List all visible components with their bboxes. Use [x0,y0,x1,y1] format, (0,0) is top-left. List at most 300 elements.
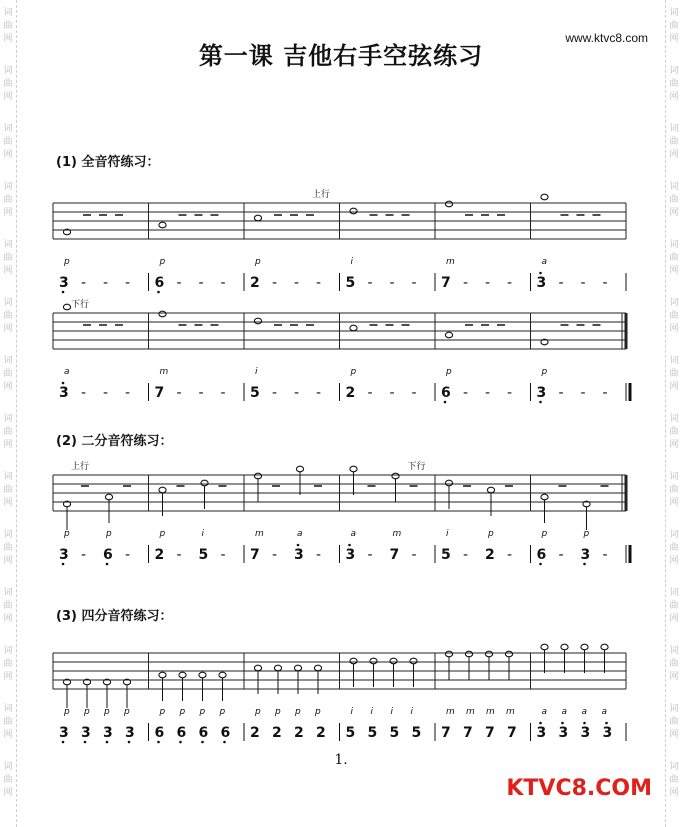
finger-label: p [583,529,590,539]
finger-label: i [350,707,354,717]
watermark-char: 词 [3,240,13,250]
jianpu-number: 2 [485,547,495,563]
note-head [159,672,166,678]
finger-label: i [370,707,374,717]
duration-dash: - [580,275,586,291]
note-head [296,466,303,472]
jianpu-number: 2 [250,725,260,741]
finger-label: p [64,529,70,539]
note-head [254,215,261,221]
section-3-title: (3) 四分音符练习： [56,609,173,624]
watermark-char: 网 [669,730,679,740]
note-head [541,494,548,500]
finger-label: a [581,707,588,717]
jianpu-number: 2 [294,725,304,741]
jianpu-number: 2 [316,725,326,741]
finger-label: p [179,707,186,717]
jianpu-number: 3 [125,725,135,741]
note-head [581,644,588,650]
duration-dash: - [463,385,469,401]
watermark-char: 词 [669,762,679,772]
direction-label: 上行 [312,190,331,200]
jianpu-number: 6 [198,725,209,741]
watermark-char: 曲 [3,601,13,611]
note-head [159,222,166,228]
watermark-char: 曲 [669,79,679,89]
watermark-char: 网 [3,34,13,44]
jianpu-number: 2 [154,547,165,563]
watermark-char: 网 [3,730,13,740]
octave-dot-above [297,544,300,547]
finger-label: a [350,529,357,539]
duration-dash: - [389,275,395,291]
duration-dash: - [294,275,300,291]
finger-label: m [255,529,264,539]
watermark-char: 网 [3,614,13,624]
jianpu-number: 5 [198,547,209,563]
watermark-char: 网 [3,382,13,392]
finger-label: a [541,707,548,717]
jianpu-number: 7 [441,725,451,741]
watermark-char: 网 [669,788,679,798]
watermark-char: 曲 [669,717,679,727]
finger-label: p [488,529,494,539]
duration-dash: - [198,385,204,401]
octave-dot-below [106,563,109,566]
octave-dot-above [348,544,351,547]
jianpu-number: 2 [272,725,282,741]
watermark-char: 网 [3,324,13,334]
jianpu-number: 5 [345,275,356,291]
note-head [159,487,166,493]
watermark-char: 词 [3,646,13,656]
note-head [487,487,494,493]
duration-dash: - [602,275,608,291]
duration-dash: - [463,275,469,291]
watermark-char: 词 [669,646,679,656]
duration-dash: - [81,547,87,563]
jianpu-number: 6 [441,385,451,401]
watermark-char: 曲 [669,775,679,785]
duration-dash: - [81,385,87,401]
note-head [541,194,548,200]
note-head [254,473,261,479]
jianpu-number: 6 [176,725,187,741]
note-head [159,311,166,317]
jianpu-number: 5 [345,725,356,741]
jianpu-number: 7 [441,275,451,291]
finger-label: p [84,707,90,717]
finger-label: p [199,707,206,717]
finger-label: p [159,529,166,539]
duration-dash: - [103,385,109,401]
section-2-title: (2) 二分音符练习： [56,434,173,449]
note-head [541,644,548,650]
finger-label: p [64,707,70,717]
duration-dash: - [272,547,278,563]
octave-dot-below [583,563,586,566]
watermark-char: 网 [669,266,679,276]
watermark-char: 词 [3,298,13,308]
note-head [392,473,399,479]
finger-label: a [64,367,70,377]
octave-dot-above [62,382,65,385]
direction-label: 上行 [71,462,90,472]
jianpu-number: 7 [389,547,400,563]
watermark-char: 词 [669,298,679,308]
watermark-char: 曲 [3,659,13,669]
jianpu-number: 6 [220,725,231,741]
duration-dash: - [316,547,322,563]
watermark-char: 网 [3,208,13,218]
jianpu-number: 5 [411,725,422,741]
page-title: 第一课 吉他右手空弦练习 [198,41,484,70]
watermark-char: 词 [3,66,13,76]
duration-dash: - [507,547,513,563]
note-head [445,480,452,486]
watermark-char: 词 [669,124,679,134]
watermark-char: 网 [669,34,679,44]
watermark-char: 网 [669,382,679,392]
octave-dot-above [539,722,542,725]
duration-dash: - [558,385,564,401]
duration-dash: - [602,385,608,401]
octave-dot-below [106,741,109,744]
watermark-char: 曲 [669,659,679,669]
duration-dash: - [272,275,278,291]
finger-label: p [104,707,110,717]
finger-label: i [255,367,258,377]
octave-dot-above [583,722,586,725]
watermark-char: 曲 [669,195,679,205]
jianpu-number: 7 [485,725,495,741]
note-head [390,658,397,664]
duration-dash: - [507,385,513,401]
duration-dash: - [220,275,226,291]
jianpu-number: 7 [507,725,517,741]
note-head [350,466,357,472]
finger-label: a [601,707,608,717]
jianpu-number: 7 [154,385,165,401]
note-head [274,665,281,671]
section-3-staff-1 [0,636,682,756]
jianpu-number: 3 [294,547,304,563]
octave-dot-below [62,741,65,744]
watermark-char: 曲 [669,543,679,553]
jianpu-number: 3 [59,547,69,563]
octave-dot-below [539,563,542,566]
finger-label: i [201,529,205,539]
watermark-char: 网 [3,556,13,566]
duration-dash: - [103,275,109,291]
watermark-char: 网 [669,498,679,508]
jianpu-number: 3 [59,385,69,401]
watermark-char: 词 [669,66,679,76]
duration-dash: - [463,547,469,563]
finger-label: m [446,707,455,717]
watermark-char: 曲 [3,369,13,379]
watermark-char: 曲 [3,485,13,495]
finger-label: i [410,707,414,717]
direction-label: 下行 [407,462,426,472]
finger-label: p [64,257,70,267]
note-head [350,658,357,664]
note-head [294,665,301,671]
watermark-char: 词 [3,124,13,134]
watermark-char: 曲 [669,369,679,379]
octave-dot-below [157,291,160,294]
note-head [485,651,492,657]
watermark-char: 网 [3,150,13,160]
finger-label: m [446,257,455,267]
duration-dash: - [198,275,204,291]
watermark-char: 曲 [669,311,679,321]
watermark-char: 网 [669,92,679,102]
note-head [505,651,512,657]
octave-dot-below [62,563,65,566]
jianpu-number: 3 [345,547,356,563]
note-head [445,651,452,657]
octave-dot-below [179,741,182,744]
jianpu-number: 6 [154,275,165,291]
finger-label: p [219,707,226,717]
duration-dash: - [367,275,373,291]
watermark-char: 曲 [3,21,13,31]
section-1-staff-2 [0,296,682,416]
watermark-char: 曲 [3,311,13,321]
octave-dot-above [605,722,608,725]
watermark-char: 曲 [3,543,13,553]
jianpu-number: 7 [250,547,260,563]
jianpu-number: 3 [558,725,569,741]
jianpu-number: 3 [602,725,613,741]
duration-dash: - [367,547,373,563]
jianpu-number: 6 [154,725,165,741]
watermark-char: 词 [3,530,13,540]
note-head [179,672,186,678]
duration-dash: - [125,275,131,291]
jianpu-number: 5 [389,725,400,741]
jianpu-number: 5 [367,725,378,741]
jianpu-number: 3 [536,725,547,741]
watermark-char: 词 [3,472,13,482]
duration-dash: - [220,385,226,401]
duration-dash: - [125,547,131,563]
watermark-char: 曲 [669,601,679,611]
watermark-char: 词 [3,762,13,772]
direction-label: 下行 [71,300,90,310]
watermark-char: 词 [669,240,679,250]
duration-dash: - [507,275,513,291]
duration-dash: - [558,275,564,291]
finger-label: p [255,707,261,717]
duration-dash: - [176,385,182,401]
finger-label: p [541,529,548,539]
finger-label: a [561,707,568,717]
finger-label: m [506,707,515,717]
watermark-char: 曲 [3,775,13,785]
duration-dash: - [316,275,322,291]
duration-dash: - [485,275,491,291]
watermark-char: 词 [669,356,679,366]
note-head [254,665,261,671]
note-head [410,658,417,664]
duration-dash: - [602,547,608,563]
finger-label: p [159,257,166,267]
finger-label: p [275,707,281,717]
note-head [254,318,261,324]
octave-dot-below [223,741,226,744]
note-head [561,644,568,650]
duration-dash: - [220,547,226,563]
duration-dash: - [294,385,300,401]
note-head [350,208,357,214]
finger-label: m [392,529,402,539]
note-head [601,644,608,650]
finger-label: p [255,257,261,267]
watermark-char: 曲 [3,137,13,147]
octave-dot-below [84,741,87,744]
watermark-char: 网 [669,672,679,682]
finger-label: p [106,529,112,539]
finger-label: m [486,707,495,717]
jianpu-number: 3 [536,385,547,401]
watermark-char: 曲 [3,79,13,89]
note-head [105,494,112,500]
section-2-staff-1 [0,458,682,578]
jianpu-number: 5 [250,385,260,401]
watermark-char: 网 [3,440,13,450]
duration-dash: - [580,385,586,401]
finger-label: i [350,257,354,267]
watermark-char: 词 [669,182,679,192]
jianpu-number: 3 [59,725,69,741]
duration-dash: - [81,275,87,291]
octave-dot-below [157,741,160,744]
section-1-staff-1 [0,186,682,306]
watermark-char: 曲 [669,137,679,147]
jianpu-number: 3 [580,547,591,563]
ktvc8-logo: KTVC8.COM [506,776,652,801]
note-head [350,325,357,331]
watermark-char: 词 [669,8,679,18]
watermark-char: 词 [3,588,13,598]
duration-dash: - [272,385,278,401]
watermark-char: 词 [3,414,13,424]
octave-dot-below [444,401,447,404]
page-number: 1. [334,752,348,768]
watermark-char: 网 [669,324,679,334]
watermark-char: 词 [3,704,13,714]
finger-label: p [124,707,130,717]
octave-dot-above [539,272,542,275]
jianpu-number: 7 [463,725,473,741]
note-head [314,665,321,671]
duration-dash: - [176,275,182,291]
note-head [201,480,208,486]
watermark-char: 词 [669,588,679,598]
site-url[interactable]: www.ktvc8.com [565,31,648,45]
finger-label: i [446,529,449,539]
section-1-title: (1) 全音符练习： [56,155,160,170]
watermark-char: 词 [669,704,679,714]
watermark-char: 词 [3,356,13,366]
watermark-char: 曲 [3,717,13,727]
jianpu-number: 3 [536,275,547,291]
watermark-char: 网 [669,440,679,450]
duration-dash: - [389,385,395,401]
duration-dash: - [367,385,373,401]
watermark-char: 网 [3,788,13,798]
finger-label: i [390,707,394,717]
note-head [465,651,472,657]
jianpu-number: 3 [580,725,591,741]
watermark-char: 网 [669,614,679,624]
note-head [199,672,206,678]
finger-label: a [297,529,303,539]
watermark-char: 词 [669,414,679,424]
octave-dot-below [128,741,131,744]
duration-dash: - [411,385,417,401]
watermark-char: 词 [669,472,679,482]
watermark-char: 网 [669,150,679,160]
note-head [370,658,377,664]
jianpu-number: 3 [81,725,91,741]
watermark-char: 曲 [3,253,13,263]
note-head [445,332,452,338]
jianpu-number: 3 [59,275,69,291]
watermark-char: 词 [3,182,13,192]
finger-label: p [350,367,357,377]
finger-label: p [159,707,166,717]
watermark-char: 曲 [3,427,13,437]
finger-label: p [315,707,321,717]
duration-dash: - [411,547,417,563]
duration-dash: - [411,275,417,291]
watermark-char: 曲 [669,21,679,31]
note-head [63,304,70,310]
jianpu-number: 3 [103,725,113,741]
watermark-char: 曲 [669,253,679,263]
jianpu-number: 5 [441,547,451,563]
jianpu-number: 6 [103,547,113,563]
jianpu-number: 2 [250,275,260,291]
note-head [445,201,452,207]
jianpu-number: 2 [345,385,356,401]
watermark-char: 曲 [669,485,679,495]
watermark-char: 网 [3,92,13,102]
finger-label: a [541,257,548,267]
watermark-char: 词 [669,530,679,540]
finger-label: p [541,367,548,377]
watermark-char: 网 [669,556,679,566]
watermark-char: 网 [3,672,13,682]
watermark-char: 网 [669,208,679,218]
watermark-char: 词 [3,8,13,18]
octave-dot-above [561,722,564,725]
octave-dot-below [539,401,542,404]
duration-dash: - [558,547,564,563]
duration-dash: - [485,385,491,401]
finger-label: m [159,367,169,377]
watermark-char: 网 [3,498,13,508]
duration-dash: - [176,547,182,563]
finger-label: p [295,707,301,717]
finger-label: p [446,367,452,377]
duration-dash: - [125,385,131,401]
watermark-char: 曲 [669,427,679,437]
jianpu-number: 6 [536,547,547,563]
